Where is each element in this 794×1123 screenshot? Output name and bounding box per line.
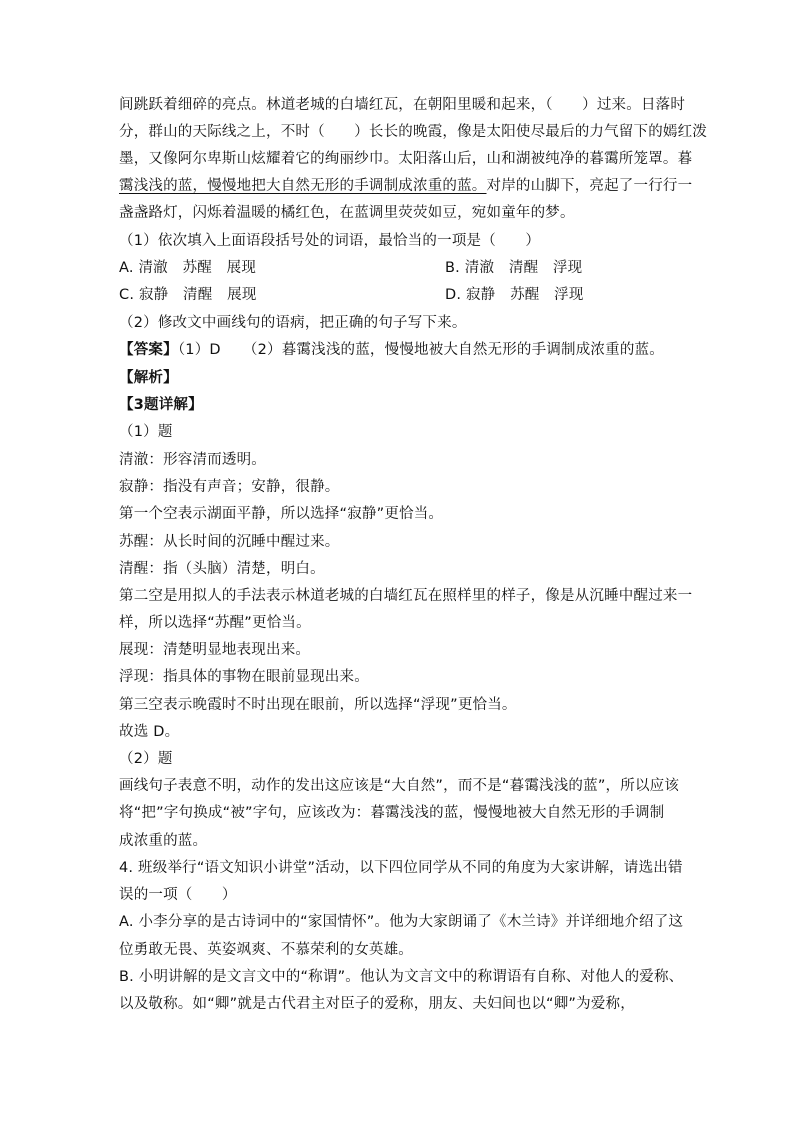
explain-line: 展现：清楚明显地表现出来。 [119, 642, 311, 658]
underlined-sentence: 霭浅浅的蓝，慢慢地把大自然无形的手调制成浓重的蓝。 [119, 178, 487, 194]
option-d: D. 寂静 苏醒 浮现 [445, 287, 584, 303]
question-4-option-a: 位勇敢无畏、英姿飒爽、不慕荣利的女英雄。 [119, 942, 413, 958]
explain-line: 第一个空表示湖面平静，所以选择“寂静”更恰当。 [119, 506, 444, 522]
detail-tag: 【3题详解】 [119, 397, 203, 413]
analysis-tag: 【解析】 [119, 370, 178, 386]
explain-subheading: （1）题 [119, 424, 173, 440]
explain-line: 画线句子表意不明，动作的发出这应该是“大自然”，而不是“暮霭浅浅的蓝”，所以应该 [119, 778, 680, 794]
question-stem: （1）依次填入上面语段括号处的词语，最恰当的一项是（ ） [119, 233, 541, 249]
answer-line [119, 340, 664, 360]
explain-line: 苏醒：从长时间的沉睡中醒过来。 [119, 534, 340, 550]
explain-line: 第三空表示晚霞时不时出现在眼前，所以选择“浮现”更恰当。 [119, 697, 517, 713]
question-4-stem: 4. 班级举行“语文知识小讲堂”活动，以下四位同学从不同的角度为大家讲解，请选出错 [119, 860, 683, 876]
explain-line: 样，所以选择“苏醒”更恰当。 [119, 615, 311, 631]
passage-line: 盏盏路灯，闪烁着温暖的橘红色，在蓝调里荧荧如豆，宛如童年的梦。 [119, 205, 575, 221]
passage-line: 墨，又像阿尔卑斯山炫耀着它的绚丽纱巾。太阳落山后，山和湖被纯净的暮霭所笼罩。暮 [119, 151, 693, 167]
passage-line [119, 176, 692, 196]
answer-tag: 【答案】 [119, 342, 178, 358]
answer-text: （1）D （2）暮霭浅浅的蓝，慢慢地被大自然无形的手调制成浓重的蓝。 [177, 342, 664, 358]
question-4-option-a: A. 小李分享的是古诗词中的“家国情怀”。他为大家朗诵了《木兰诗》并详细地介绍了这 [119, 914, 684, 930]
explain-line: 清澈：形容清而透明。 [119, 452, 266, 468]
explain-line: 故选 D。 [119, 724, 180, 740]
passage-line: 间跳跃着细碎的亮点。林道老城的白墙红瓦，在朝阳里暖和起来，（ ）过来。日落时 [119, 97, 686, 113]
explain-line: 寂静：指没有声音；安静，很静。 [119, 479, 340, 495]
option-a: A. 清澈 苏醒 展现 [119, 260, 257, 276]
explain-line: 将“把”字句换成“被”字句，应该改为：暮霭浅浅的蓝，慢慢地被大自然无形的手调制 [119, 805, 665, 821]
option-b: B. 清澈 清醒 浮现 [445, 260, 583, 276]
passage-line: 分，群山的天际线之上，不时（ ）长长的晚霞，像是太阳使尽最后的力气留下的嫣红泼 [119, 124, 707, 140]
question-stem: （2）修改文中画线句的语病，把正确的句子写下来。 [119, 315, 467, 331]
question-4-stem: 误的一项（ ） [119, 887, 237, 903]
explain-line: 成浓重的蓝。 [119, 833, 208, 849]
explain-subheading: （2）题 [119, 751, 173, 767]
option-c: C. 寂静 清醒 展现 [119, 287, 257, 303]
explain-line: 清醒：指（头脑）清楚，明白。 [119, 561, 325, 577]
question-4-option-b: B. 小明讲解的是文言文中的“称谓”。他认为文言文中的称谓语有自称、对他人的爱称、 [119, 969, 684, 985]
explain-line: 第二空是用拟人的手法表示林道老城的白墙红瓦在照样里的样子，像是从沉睡中醒过来一 [119, 588, 693, 604]
passage-text: 对岸的山脚下，亮起了一行行一 [486, 178, 693, 194]
question-4-option-b: 以及敬称。如“卿”就是古代君主对臣子的爱称，朋友、夫妇间也以“卿”为爱称， [119, 996, 635, 1012]
explain-line: 浮现：指具体的事物在眼前显现出来。 [119, 669, 369, 685]
